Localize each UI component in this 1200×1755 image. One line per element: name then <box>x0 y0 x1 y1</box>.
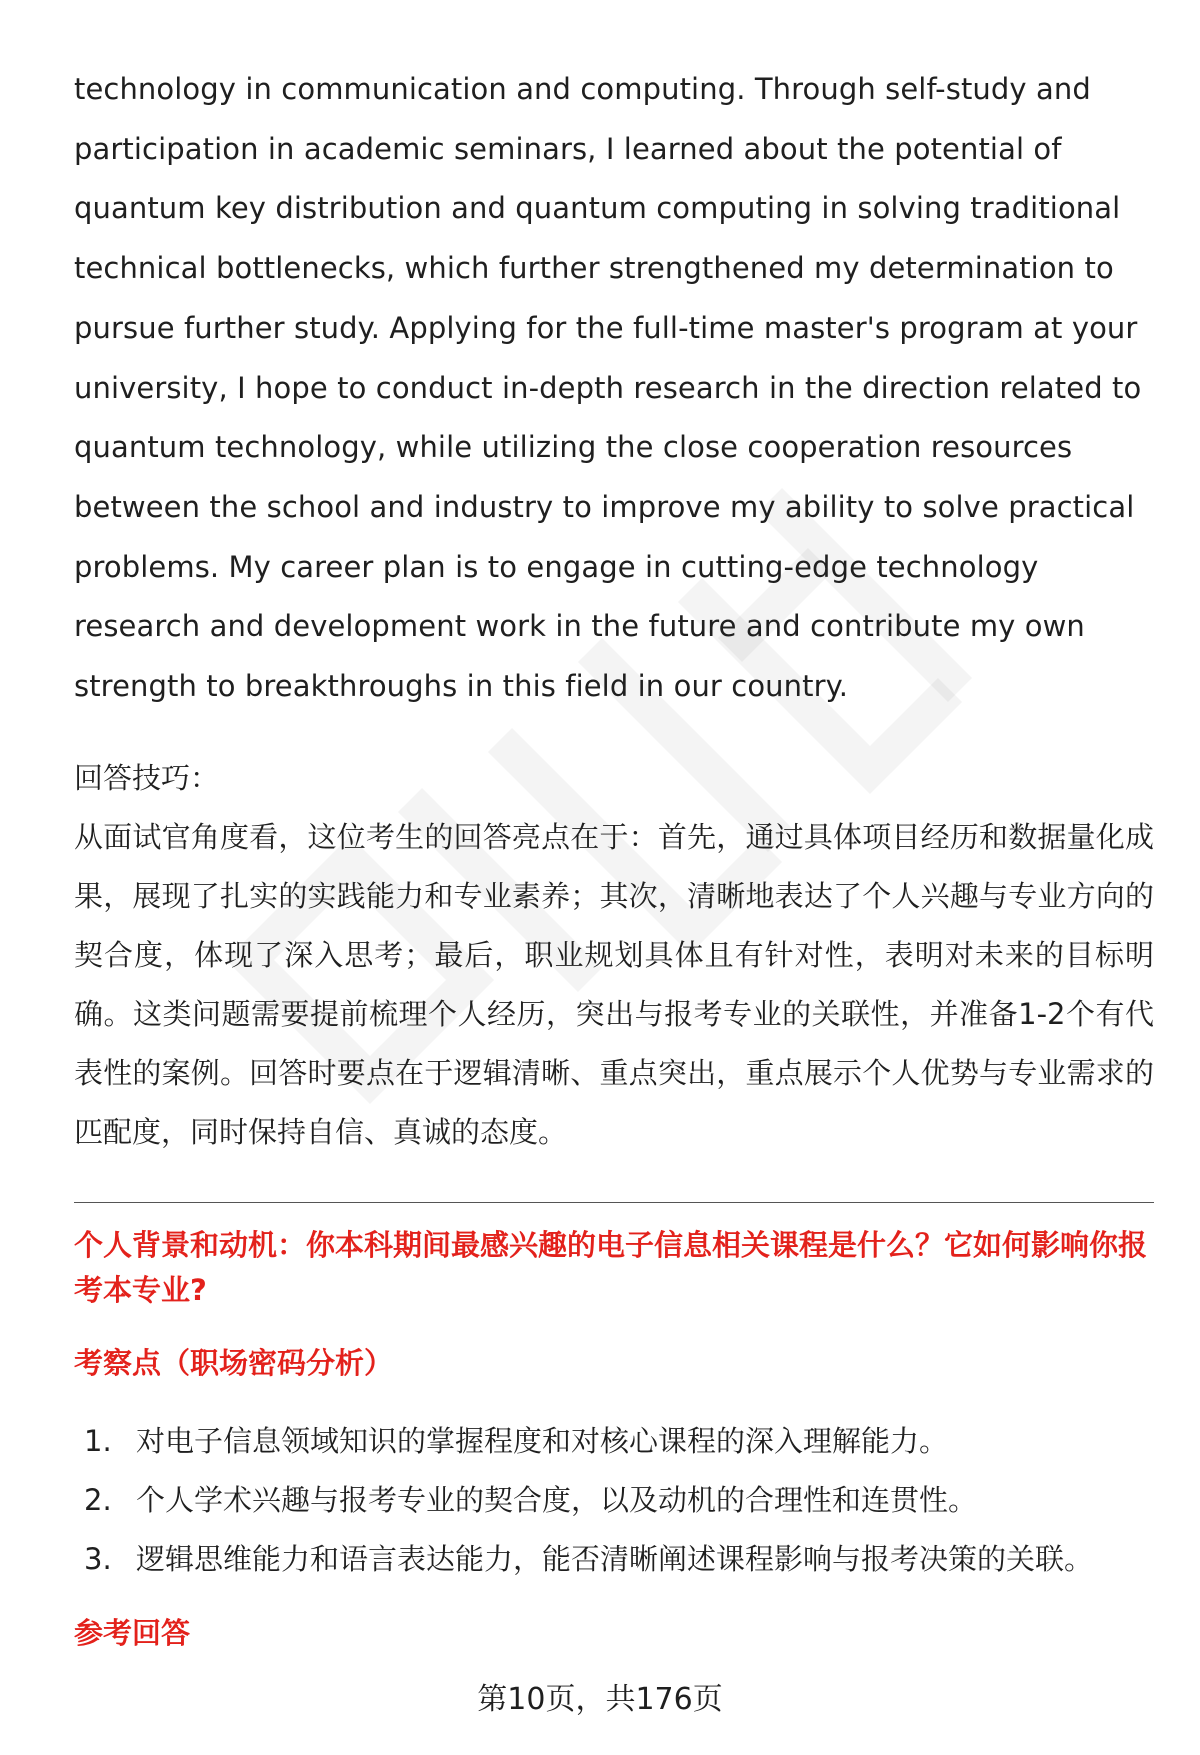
tips-label: 回答技巧： <box>74 760 220 795</box>
list-text: 逻辑思维能力和语言表达能力，能否清晰阐述课程影响与报考决策的关联。 <box>136 1541 1094 1576</box>
exam-point-item <box>74 1412 1154 1471</box>
list-number: 3. <box>84 1541 112 1576</box>
list-text: 个人学术兴趣与报考专业的契合度，以及动机的合理性和连贯性。 <box>136 1482 978 1517</box>
question-heading: 个人背景和动机：你本科期间最感兴趣的电子信息相关课程是什么？它如何影响你报考本专业? <box>74 1227 1148 1307</box>
exam-point-title: 考察点（职场密码分析） <box>74 1345 394 1380</box>
exam-point-item <box>74 1471 1154 1530</box>
page-footer: 第10页，共176页 <box>477 1682 723 1717</box>
exam-point-item <box>74 1530 1154 1589</box>
page-content <box>74 60 1154 1656</box>
exam-points-list <box>74 1412 1154 1589</box>
reference-answer-title: 参考回答 <box>74 1615 191 1650</box>
body-paragraph-en: technology in communication and computing. Through self-study and participation in academic seminars, I learned about the potential of quantum key distribution and quantum computing in solving traditional technical bottlenecks, which further strengthened my determination to pursue further study. Applying for the full-time master's program at your university, I hope to conduct in-depth research in the direction related to quantum technology, while utilizing the close cooperation resources between the school and industry to improve my ability to solve practical problems. My career plan is to engage in cutting-edge technology research and development work in the future and contribute my own strength to breakthroughs in this field in our country. <box>74 72 1142 704</box>
section-divider <box>74 1202 1154 1203</box>
tips-paragraph: 从面试官角度看，这位考生的回答亮点在于：首先，通过具体项目经历和数据量化成果，展现了扎实的实践能力和专业素养；其次，清晰地表达了个人兴趣与专业方向的契合度，体现了深入思考；最后，职业规划具体且有针对性，表明对未来的目标明确。这类问题需要提前梳理个人经历，突出与报考专业的关联性，并准备1-2个有代表性的案例。回答时要点在于逻辑清晰、重点突出，重点展示个人优势与专业需求的匹配度，同时保持自信、真诚的态度。 <box>74 819 1154 1149</box>
list-number: 2. <box>84 1482 112 1517</box>
list-number: 1. <box>84 1423 112 1458</box>
list-text: 对电子信息领域知识的掌握程度和对核心课程的深入理解能力。 <box>136 1423 949 1458</box>
